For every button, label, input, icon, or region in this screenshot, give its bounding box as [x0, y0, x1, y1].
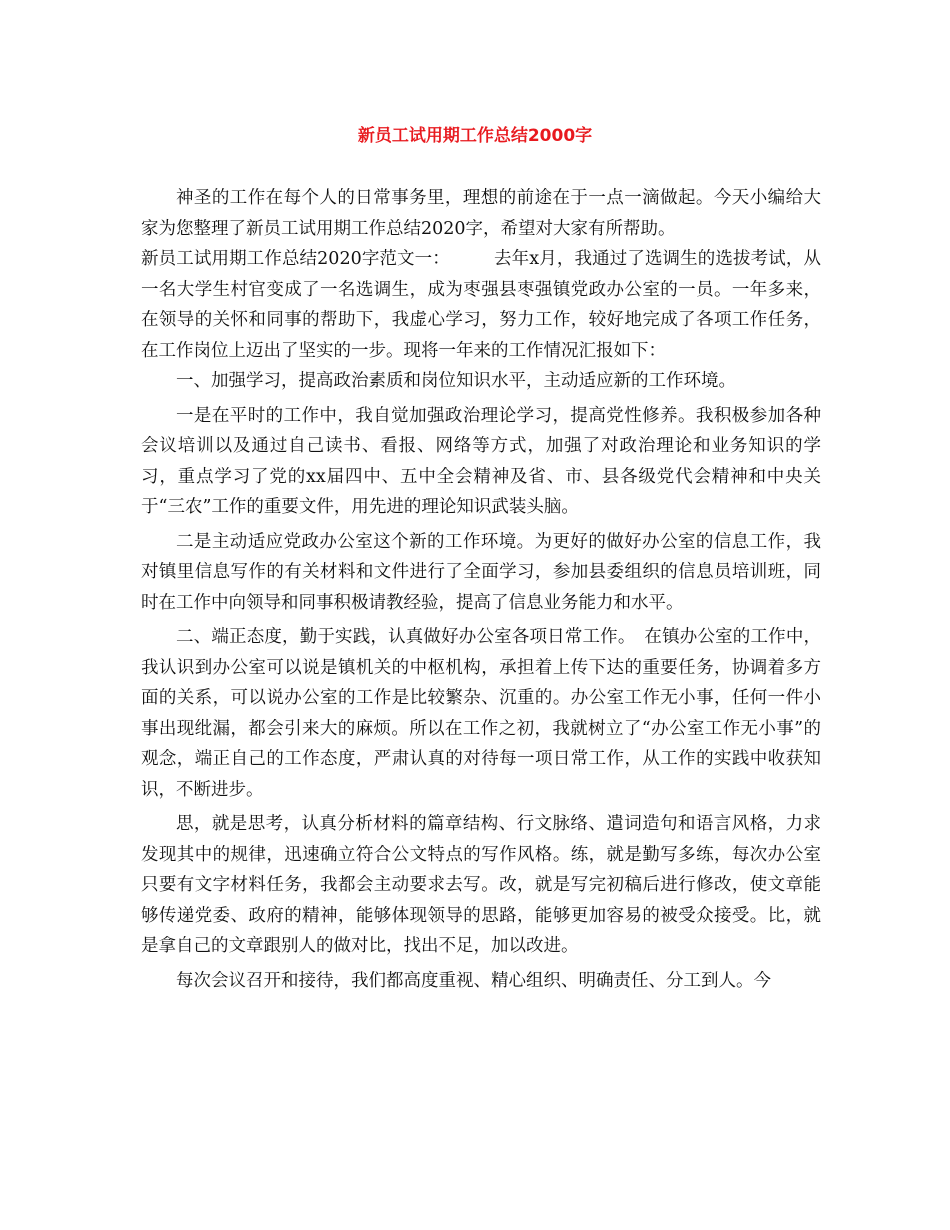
paragraph-intro: 神圣的工作在每个人的日常事务里，理想的前途在于一点一滴做起。今天小编给大家为您整理了新员工试用期工作总结2020字，希望对大家有所帮助。	[141, 188, 821, 239]
paragraph-writing-method: 思，就是思考，认真分析材料的篇章结构、行文脉络、遣词造句和语言风格，力求发现其中的规律，迅速确立符合公文特点的写作风格。练，就是勤写多练，每次办公室只要有文字材料任务，我都会主动要求去写。改，就是写完初稿后进行修改，使文章能够传递党委、政府的精神，能够体现领导的思路，能够更加容易的被受众接受。比，就是拿自己的文章跟别人的做对比，找出不足，加以改进。	[141, 814, 821, 956]
paragraph-meetings: 每次会议召开和接待，我们都高度重视、精心组织、明确责任、分工到人。今	[176, 970, 771, 991]
document-title: 新员工试用期工作总结2000字	[357, 126, 593, 146]
paragraph-adapt: 二是主动适应党政办公室这个新的工作环境。为更好的做好办公室的信息工作，我对镇里信息写作的有关材料和文件进行了全面学习，参加县委组织的信息员培训班，同时在工作中向领导和同事积极请教经验，提高了信息业务能力和水平。	[141, 531, 821, 613]
paragraph-sample-one: 新员工试用期工作总结2020字范文一： 去年x月，我通过了选调生的选拔考试，从一名大学生村官变成了一名选调生，成为枣强县枣强镇党政办公室的一员。一年多来，在领导的关怀和同事的帮助下，我虚心学习，努力工作，较好地完成了各项工作任务，在工作岗位上迈出了坚实的一步。现将一年来的工作情况汇报如下：	[141, 249, 821, 361]
paragraph-study: 一是在平时的工作中，我自觉加强政治理论学习，提高党性修养。我积极参加各种会议培训以及通过自己读书、看报、网络等方式，加强了对政治理论和业务知识的学习，重点学习了党的xx届四中、五中全会精神及省、市、县各级党代会精神和中央关于“三农”工作的重要文件，用先进的理论知识武装头脑。	[141, 405, 821, 517]
paragraph-section-one-heading: 一、加强学习，提高政治素质和岗位知识水平，主动适应新的工作环境。	[176, 371, 736, 391]
paragraph-section-two: 二、端正态度，勤于实践，认真做好办公室各项日常工作。 在镇办公室的工作中，我认识到办公室可以说是镇机关的中枢机构，承担着上传下达的重要任务，协调着多方面的关系，可以说办公室的工作是比较繁杂、沉重的。办公室工作无小事，任何一件小事出现纰漏，都会引来大的麻烦。所以在工作之初，我就树立了“办公室工作无小事”的观念，端正自己的工作态度，严肃认真的对待每一项日常工作，从工作的实践中收获知识，不断进步。	[141, 627, 821, 800]
document-body	[141, 183, 821, 996]
